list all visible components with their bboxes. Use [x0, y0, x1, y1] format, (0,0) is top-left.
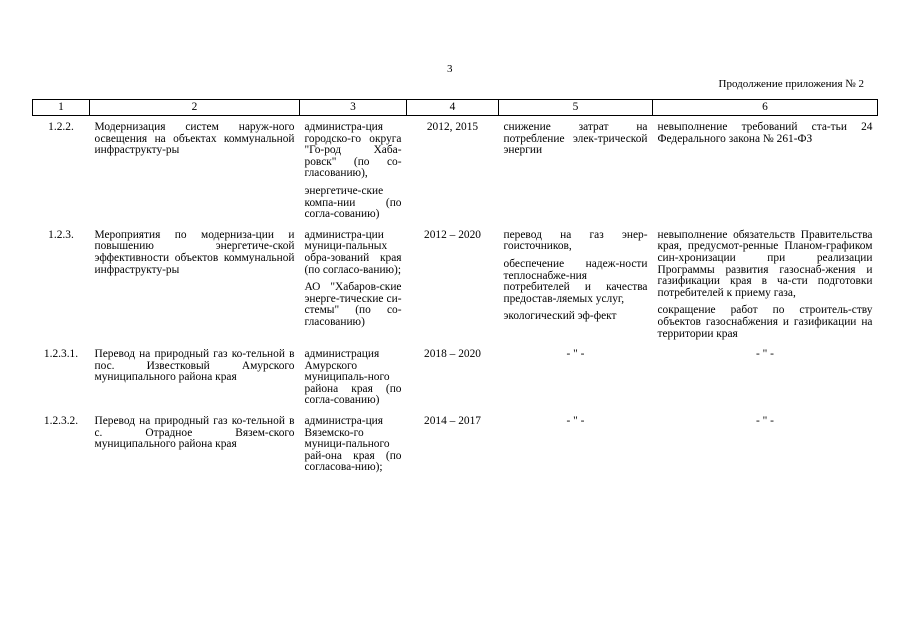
executor-text: АО "Хабаров-ские энерге-тические си-стемы" (по со-гласованию)	[304, 281, 402, 328]
item-executors	[300, 410, 407, 477]
table-row	[33, 410, 878, 477]
item-years: 2014 – 2017	[424, 415, 481, 428]
page-number: 3	[447, 63, 453, 75]
executor-text: администрация Амурского муниципаль-ного района края (по согла-сованию)	[304, 348, 402, 407]
item-number: 1.2.3.1.	[43, 348, 79, 361]
item-consequences: - " -	[756, 348, 774, 361]
table-row	[33, 343, 878, 410]
continuation-label: Продолжение приложения № 2	[718, 78, 864, 90]
item-results	[499, 224, 653, 343]
table-row	[33, 116, 878, 224]
consequence-text: невыполнение требований ста-тьи 24 Федерального закона № 261-ФЗ	[657, 121, 873, 145]
item-title: Мероприятия по модерниза-ции и повышению энергетиче-ской эффективности объектов коммунальной инфраструкту-ры	[94, 228, 295, 276]
item-executors	[300, 343, 407, 410]
executor-text: администра-ции муници-пальных обра-зований края (по согласо-ванию);	[304, 228, 402, 276]
column-header: 1	[33, 100, 90, 116]
appendix-table	[32, 99, 878, 477]
executor-text: энергетиче-ские компа-нии (по согла-сованию)	[304, 184, 402, 221]
item-consequences: - " -	[756, 415, 774, 428]
item-number: 1.2.2.	[48, 121, 74, 133]
table-header-row	[33, 100, 878, 116]
consequence-text: невыполнение обязательств Правительства края, предусмот-ренные Планом-графиком син-хронизации при реализации Программы развития газоснаб-жения и газификации края в ча-сти подготовки потребителей к приему газа,	[657, 228, 873, 299]
item-number: 1.2.3.	[48, 228, 74, 241]
result-text: обеспечение надеж-ности теплоснабже-ния потребителей и качества предостав-ляемых услуг,	[503, 257, 648, 305]
item-title: Перевод на природный газ ко-тельной в пос. Известковый Амурского муниципального района края	[94, 348, 295, 384]
item-number: 1.2.3.2.	[43, 415, 79, 428]
item-results: - " -	[566, 348, 585, 361]
item-executors	[300, 116, 407, 224]
column-header: 6	[653, 100, 878, 116]
column-header: 5	[499, 100, 653, 116]
result-text: снижение затрат на потребление элек-трической энергии	[503, 121, 648, 157]
item-executors	[300, 224, 407, 343]
item-consequences	[653, 116, 878, 224]
item-years: 2018 – 2020	[424, 348, 481, 361]
item-consequences	[653, 224, 878, 343]
item-years: 2012, 2015	[426, 121, 479, 133]
executor-text: администра-ция городско-го округа "Го-род Хаба-ровск" (по со-гласованию),	[304, 121, 402, 180]
item-results	[499, 116, 653, 224]
column-header: 4	[407, 100, 499, 116]
result-text: перевод на газ энер-гоисточников,	[503, 228, 648, 253]
executor-text: администра-ция Вяземско-го муници-пального рай-она края (по согласова-нию);	[304, 415, 402, 474]
item-years: 2012 – 2020	[424, 228, 481, 241]
column-header: 3	[300, 100, 407, 116]
item-title: Перевод на природный газ ко-тельной в с. Отрадное Вязем-ского муниципального района края	[94, 415, 295, 451]
item-title: Модернизация систем наруж-ного освещения на объектах коммунальной инфраструкту-ры	[94, 121, 295, 157]
column-header: 2	[90, 100, 300, 116]
item-results: - " -	[566, 415, 585, 428]
table-row	[33, 224, 878, 343]
consequence-text: сокращение работ по строитель-ству объектов газоснабжения и газификации на территории края	[657, 304, 873, 340]
result-text: экологический эф-фект	[503, 310, 617, 323]
